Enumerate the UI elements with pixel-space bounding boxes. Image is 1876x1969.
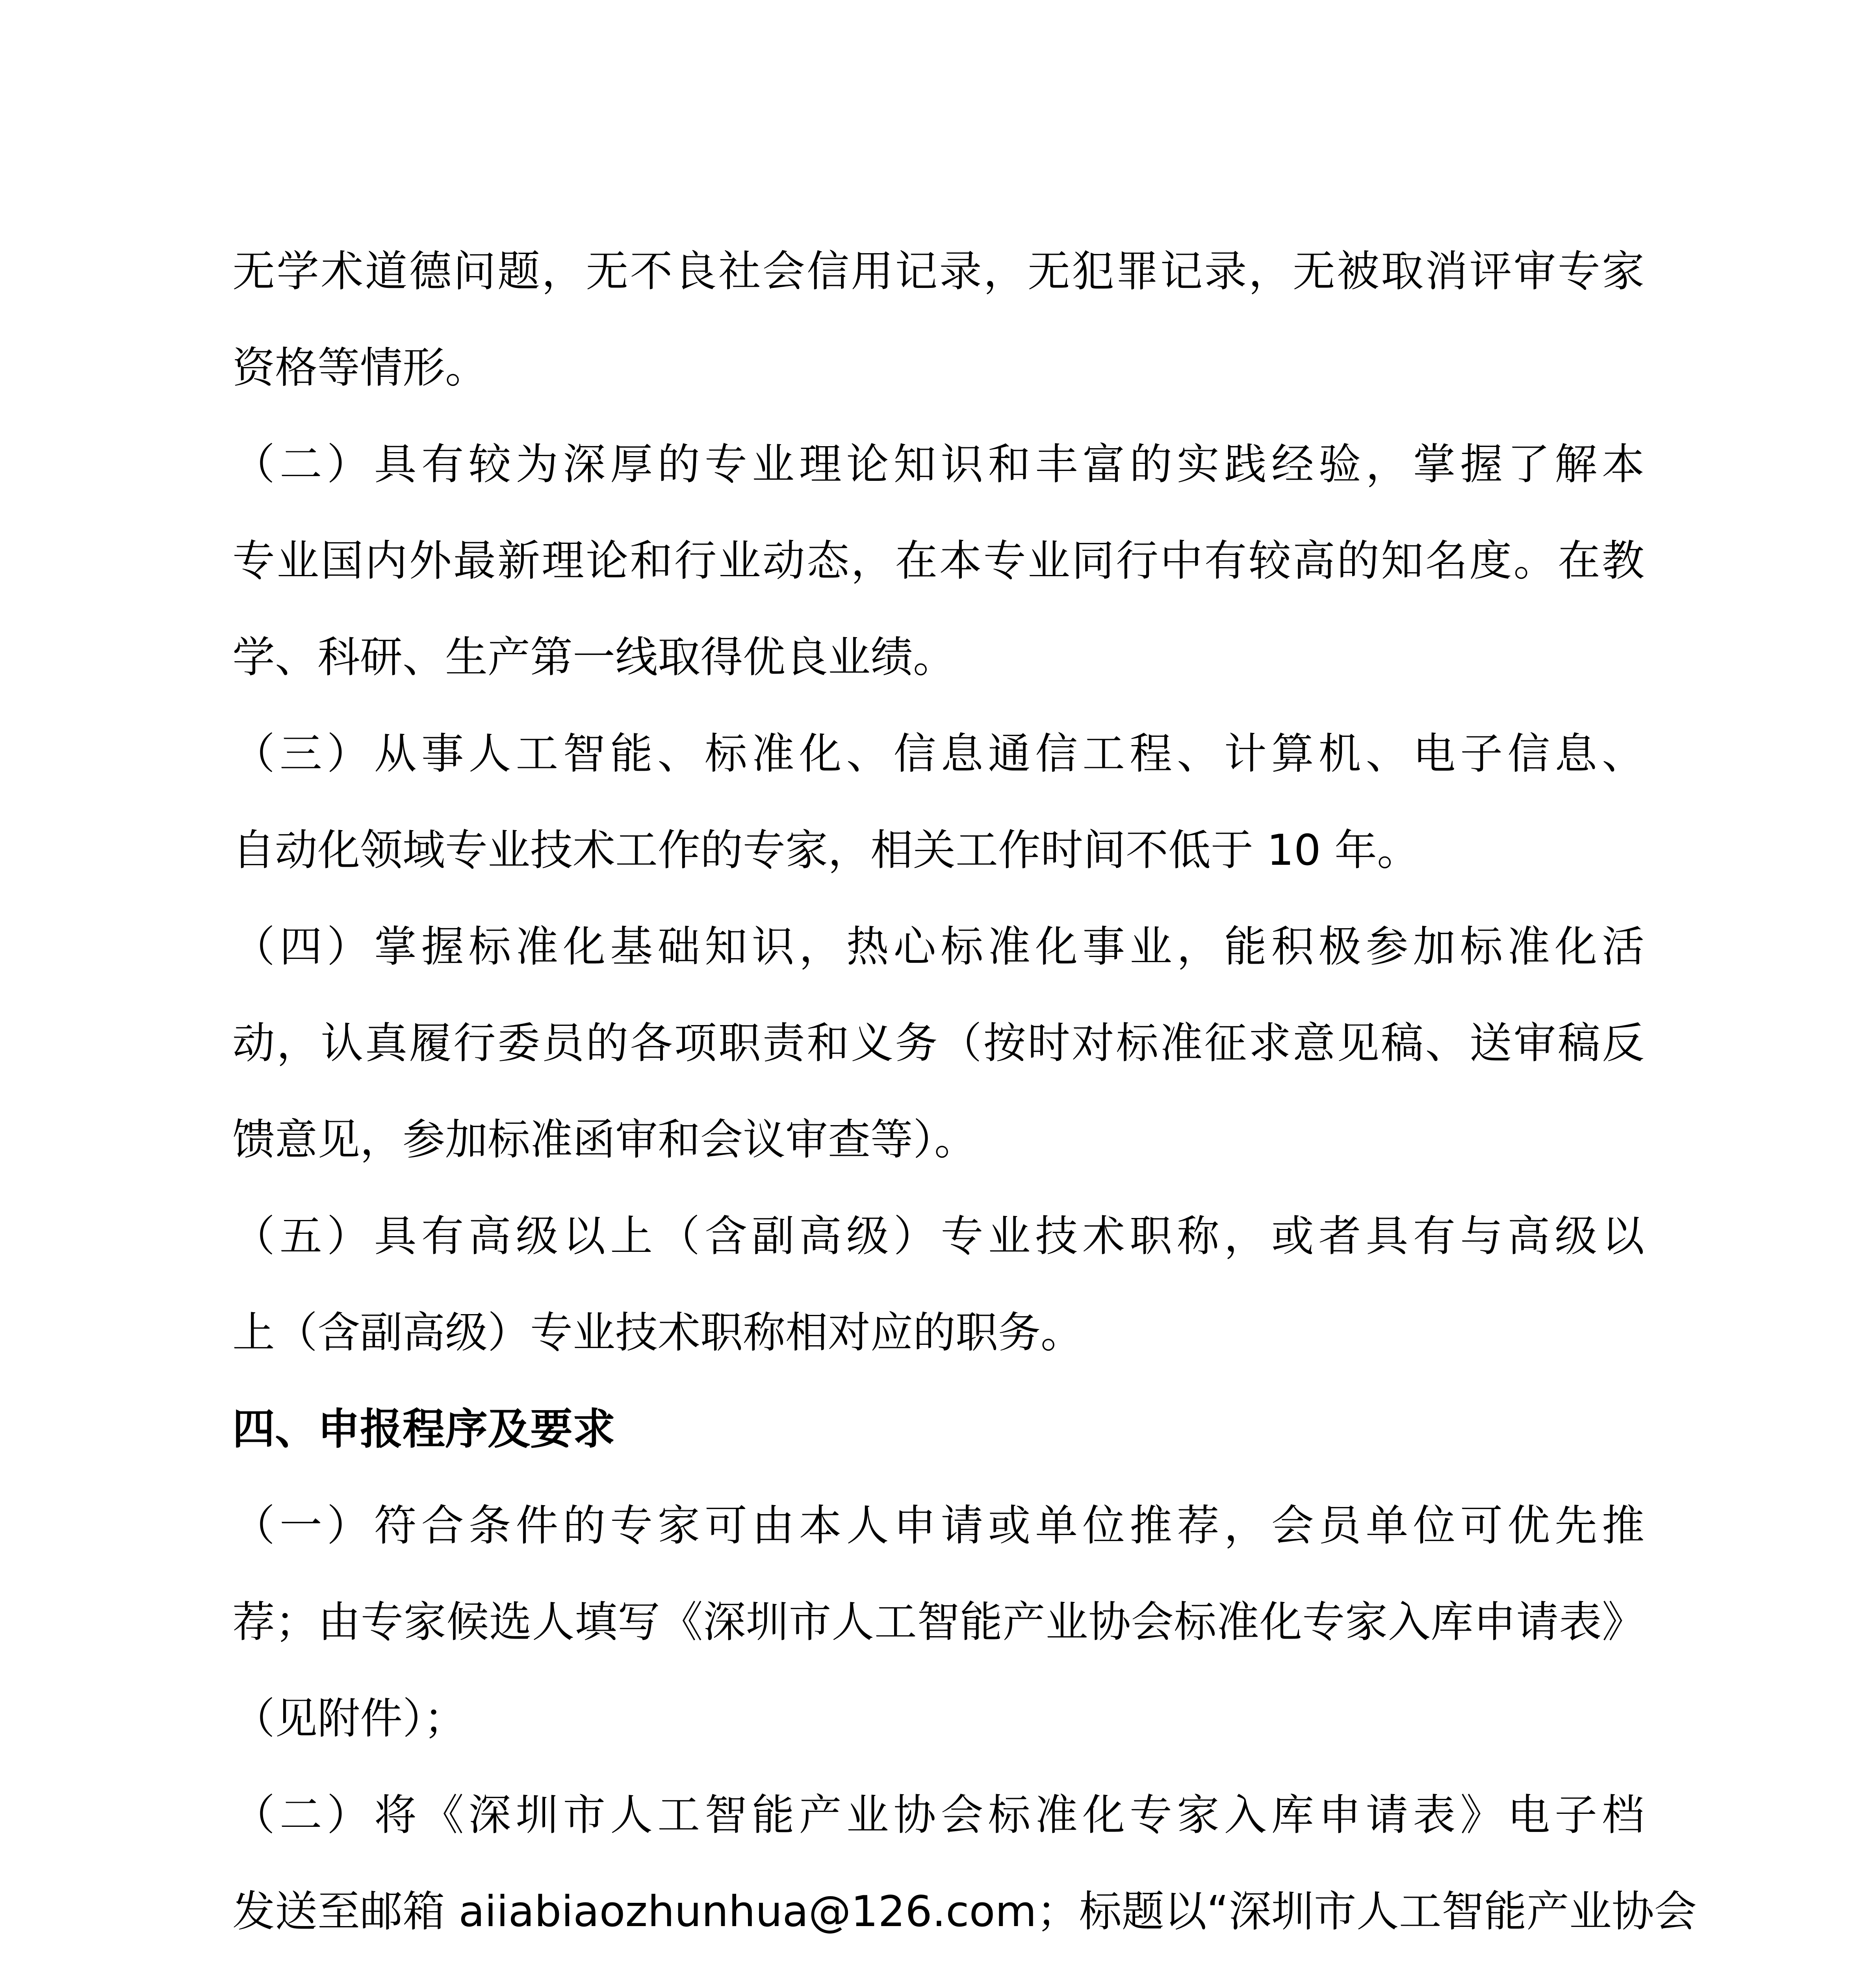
paragraph-line: 馈意见，参加标准函审和会议审查等）。 [232,1115,977,1164]
paragraph-line: （五）具有高级以上（含副高级）专业技术职称，或者具有与高级以 [232,1212,1644,1261]
paragraph-line: 自动化领域专业技术工作的专家，相关工作时间不低于 10 年。 [232,826,1420,875]
paragraph-line: 资格等情形。 [232,343,488,393]
paragraph-line: （四）掌握标准化基础知识，热心标准化事业，能积极参加标准化活 [232,922,1644,972]
paragraph-line: （二）将《深圳市人工智能产业协会标准化专家入库申请表》电子档 [232,1791,1644,1840]
paragraph-line: （一）符合条件的专家可由本人申请或单位推荐，会员单位可优先推 [232,1501,1644,1550]
section-heading: 四、申报程序及要求 [232,1405,616,1454]
paragraph-line: 发送至邮箱 aiiabiaozhunhua@126.com；标题以“深圳市人工智能产业协会 [232,1887,1697,1936]
paragraph-line: （见附件）； [232,1694,467,1743]
paragraph-line: 专业国内外最新理论和行业动态，在本专业同行中有较高的知名度。在教 [232,536,1644,586]
paragraph-line: 动，认真履行委员的各项职责和义务（按时对标准征求意见稿、送审稿反 [232,1019,1644,1068]
paragraph-line: 上（含副高级）专业技术职称相对应的职务。 [232,1308,1084,1357]
paragraph-line: 学、科研、生产第一线取得优良业绩。 [232,633,956,682]
paragraph-line: 无学术道德问题，无不良社会信用记录，无犯罪记录，无被取消评审专家 [232,247,1644,296]
paragraph-line: 荐；由专家候选人填写《深圳市人工智能产业协会标准化专家入库申请表》 [232,1598,1644,1647]
paragraph-line: （三）从事人工智能、标准化、信息通信工程、计算机、电子信息、 [232,729,1644,779]
paragraph-line: （二）具有较为深厚的专业理论知识和丰富的实践经验，掌握了解本 [232,440,1644,489]
